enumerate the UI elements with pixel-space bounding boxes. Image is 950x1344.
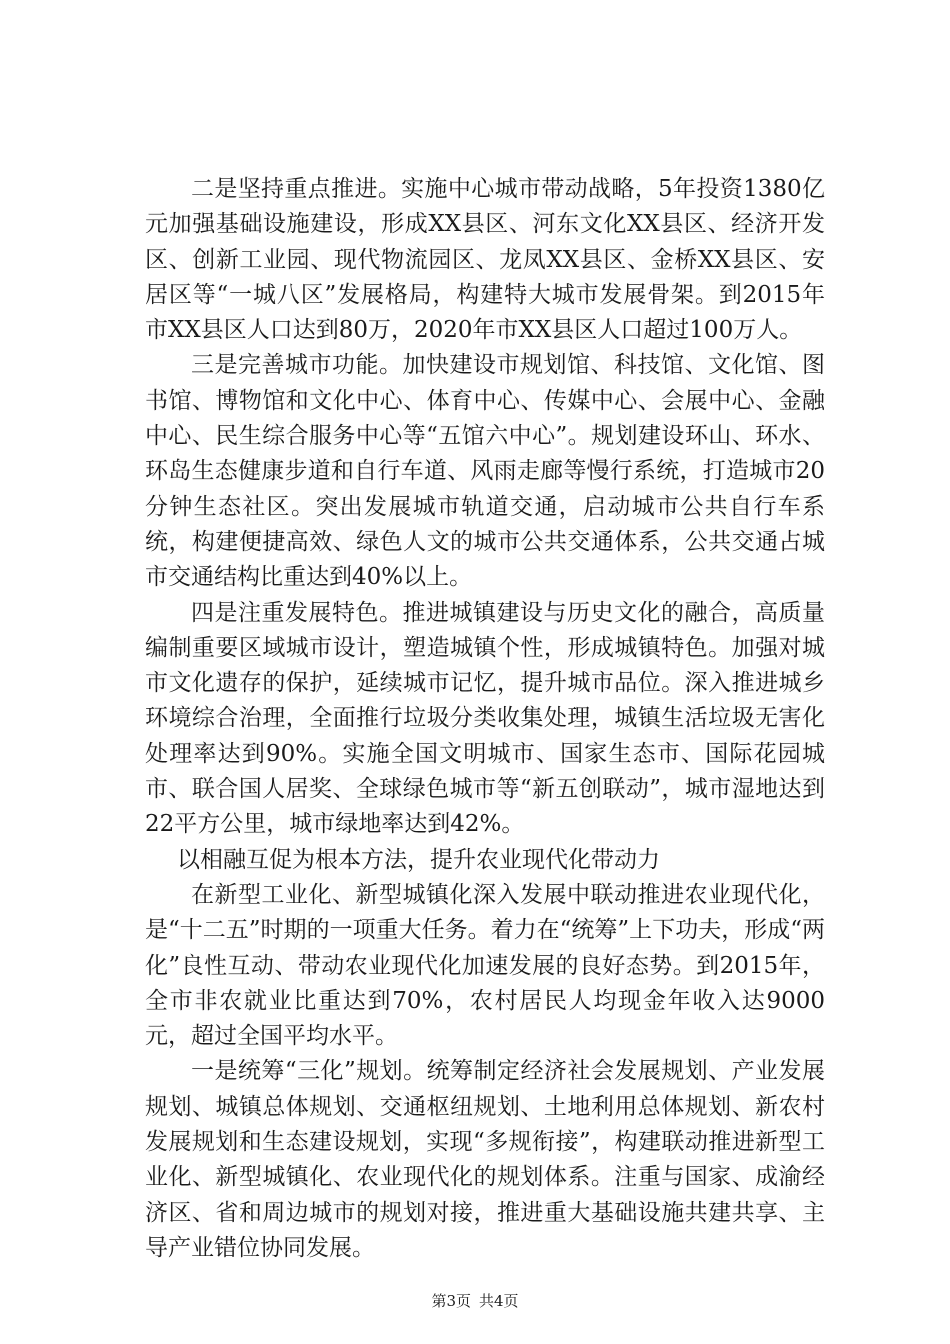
- paragraph-agriculture-intro: 在新型工业化、新型城镇化深入发展中联动推进农业现代化，是“十二五”时期的一项重大任务。着力在“统筹”上下功夫，形成“两化”良性互动、带动农业现代化加速发展的良好态势。到2015年，全市非农就业比重达到70%，农村居民人均现金年收入达9000元，超过全国平均水平。: [145, 881, 825, 1050]
- paragraph-urban-function: 三是完善城市功能。加快建设市规划馆、科技馆、文化馆、图书馆、博物馆和文化中心、体育中心、传媒中心、会展中心、金融中心、民生综合服务中心等“五馆六中心”。规划建设环山、环水、环岛生态健康步道和自行车道、风雨走廊等慢行系统，打造城市20分钟生态社区。突出发展城市轨道交通，启动城市公共自行车系统，构建便捷高效、绿色人文的城市公共交通体系，公共交通占城市交通结构比重达到40%以上。: [145, 352, 825, 591]
- paragraph-urban-core: 二是坚持重点推进。实施中心城市带动战略，5年投资1380亿元加强基础设施建设，形成XX县区、河东文化XX县区、经济开发区、创新工业园、现代物流园区、龙凤XX县区、金桥XX县区、安居区等“一城八区”发展格局，构建特大城市发展骨架。到2015年市XX县区人口达到80万，2020年市XX县区人口超过100万人。: [145, 176, 825, 344]
- page-total: 共4页: [479, 1292, 519, 1310]
- section-heading-agriculture: 以相融互促为根本方法，提升农业现代化带动力: [177, 846, 660, 873]
- page-footer: [0, 1290, 950, 1311]
- paragraph-planning: 一是统筹“三化”规划。统筹制定经济社会发展规划、产业发展规划、城镇总体规划、交通枢纽规划、土地利用总体规划、新农村发展规划和生态建设规划，实现“多规衔接”，构建联动推进新型工业化、新型城镇化、农业现代化的规划体系。注重与国家、成渝经济区、省和周边城市的规划对接，推进重大基础设施共建共享、主导产业错位协同发展。: [145, 1058, 825, 1261]
- paragraph-urban-features: 四是注重发展特色。推进城镇建设与历史文化的融合，高质量编制重要区域城市设计，塑造城镇个性，形成城镇特色。加强对城市文化遗存的保护，延续城市记忆，提升城市品位。深入推进城乡环境综合治理，全面推行垃圾分类收集处理，城镇生活垃圾无害化处理率达到90%。实施全国文明城市、国家生态市、国际花园城市、联合国人居奖、全球绿色城市等“新五创联动”，城市湿地达到22平方公里，城市绿地率达到42%。: [145, 599, 825, 838]
- page-number: 第3页: [431, 1292, 471, 1310]
- document-body: [145, 172, 825, 1266]
